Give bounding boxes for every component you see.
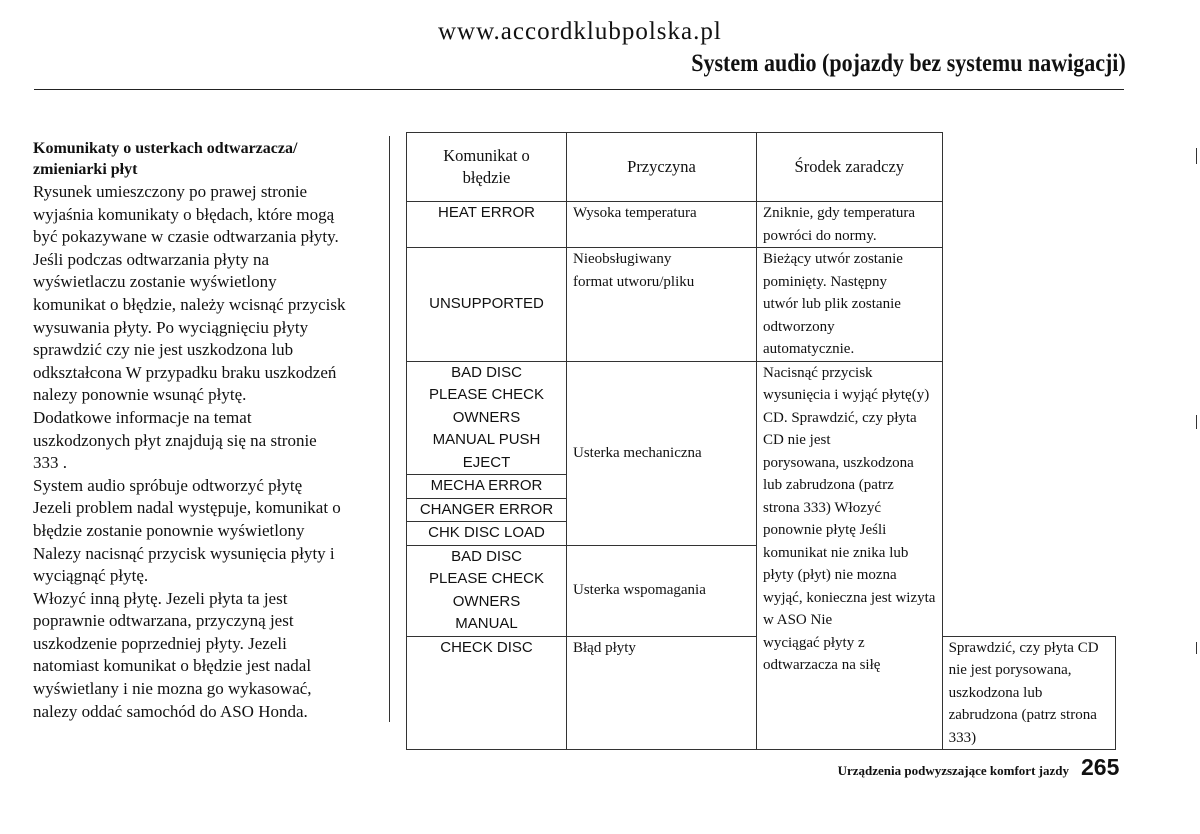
header-rule <box>34 89 1124 90</box>
body-line: wyświetlany i nie mozna go wykasować, <box>33 679 312 699</box>
body-line: System audio spróbuje odtworzyć płytę <box>33 475 303 495</box>
body-line: nalezy oddać samochód do ASO Honda. <box>33 701 308 721</box>
column-divider <box>389 136 390 722</box>
message-line: PLEASE CHECK <box>428 570 545 587</box>
message-line: PLEASE CHECK <box>428 386 545 403</box>
message-cell: MECHA ERROR <box>407 475 567 499</box>
remedy-line: automatycznie. <box>763 341 855 357</box>
remedy-line: wyjąć, konieczna jest wizyta w ASO Nie <box>763 589 936 628</box>
section-title: System audio (pojazdy bez systemu nawigacji) <box>691 50 1126 77</box>
cause-cell: Błąd płyty <box>567 636 757 750</box>
remedy-cell <box>757 248 943 362</box>
message-cell: CHANGER ERROR <box>407 498 567 522</box>
body-line: sprawdzić czy nie jest uszkodzona lub <box>33 340 294 360</box>
edge-mark <box>1196 148 1197 164</box>
body-line: nalezy ponownie wsunąć płytę. <box>33 385 247 405</box>
cause-cell: Wysoka temperatura <box>567 202 757 248</box>
message-line: BAD DISC <box>451 547 522 565</box>
remedy-cell <box>757 361 943 750</box>
page-number: 265 <box>1081 754 1120 780</box>
remedy-line: porysowana, uszkodzona lub zabrudzona (patrz <box>763 454 914 493</box>
cause-line: format utworu/pliku <box>573 273 695 290</box>
message-line: EJECT <box>462 453 511 471</box>
body-line: wyjaśnia komunikaty o błędach, które mogą <box>33 204 335 224</box>
header-message <box>407 133 567 202</box>
footer-section-name: Urządzenia podwyzszające komfort jazdy <box>837 763 1069 778</box>
remedy-line: Sprawdzić, czy płyta CD nie jest porysowana, <box>948 639 1099 678</box>
cause-cell <box>567 248 757 362</box>
cause-cell: Usterka mechaniczna <box>567 361 757 545</box>
message-cell: CHK DISC LOAD <box>407 522 567 546</box>
table-row <box>407 361 1116 475</box>
message-cell: UNSUPPORTED <box>407 248 567 362</box>
left-column <box>33 138 383 723</box>
message-line: MANUAL <box>455 615 518 632</box>
body-line: Jezeli problem nadal występuje, komunikat o <box>33 498 341 518</box>
body-line: natomiast komunikat o błędzie jest nadal <box>33 656 312 676</box>
left-heading-line: zmieniarki płyt <box>33 161 138 178</box>
body-line: poprawnie odtwarzana, przyczyną jest <box>33 611 294 631</box>
remedy-line: Nacisnąć przycisk wysunięcia i wyjąć płytę(y) <box>763 364 930 403</box>
header-remedy: Środek zaradczy <box>757 133 943 202</box>
remedy-cell <box>942 636 1115 750</box>
table-header-row <box>407 133 1116 202</box>
message-line: MANUAL PUSH <box>432 431 541 448</box>
left-body <box>33 181 383 723</box>
body-line: wyświetlaczu zostanie wyświetlony <box>33 272 277 292</box>
remedy-line: komunikat nie znika lub płyty (płyt) nie mozna <box>763 544 909 583</box>
body-line: uszkodzenie poprzedniej płyty. Jezeli <box>33 633 287 653</box>
left-heading <box>33 138 383 180</box>
remedy-line: wyciągać płyty z odtwarzacza na siłę <box>763 634 881 673</box>
body-line: Dodatkowe informacje na temat <box>33 407 252 427</box>
message-cell: HEAT ERROR <box>407 202 567 248</box>
site-url: www.accordklubpolska.pl <box>438 18 722 45</box>
table-row <box>407 248 1116 362</box>
body-line: odkształcona W przypadku braku uszkodzeń <box>33 362 337 382</box>
body-line: wyciągnąć płytę. <box>33 566 149 586</box>
table-row <box>407 202 1116 248</box>
body-line: Włozyć inną płytę. Jezeli płyta ta jest <box>33 588 288 608</box>
remedy-line: utwór lub plik zostanie odtworzony <box>763 296 901 335</box>
cause-cell: Usterka wspomagania <box>567 545 757 636</box>
cause-line: Nieobsługiwany <box>573 251 672 267</box>
body-line: wysuwania płyty. Po wyciągnięciu płyty <box>33 317 309 337</box>
message-cell <box>407 361 567 475</box>
left-heading-line: Komunikaty o usterkach odtwarzacza/ <box>33 140 298 157</box>
message-line: OWNERS <box>452 592 521 610</box>
body-line: być pokazywane w czasie odtwarzania płyty. <box>33 227 339 247</box>
remedy-line: CD. Sprawdzić, czy płyta CD nie jest <box>763 409 917 448</box>
message-line: BAD DISC <box>451 363 522 381</box>
header-cause: Przyczyna <box>567 133 757 202</box>
remedy-line: Bieżący utwór zostanie pominięty. Następny <box>763 251 903 290</box>
edge-mark <box>1196 415 1197 429</box>
remedy-cell: Zniknie, gdy temperatura powróci do normy. <box>757 202 943 248</box>
edge-mark <box>1196 642 1197 654</box>
header-message-line: Komunikat o <box>443 145 530 165</box>
message-cell: CHECK DISC <box>407 636 567 750</box>
body-line: komunikat o błędzie, należy wcisnąć przycisk <box>33 294 346 314</box>
remedy-line: uszkodzona lub zabrudzona (patrz strona 333) <box>948 684 1097 746</box>
body-line: błędzie zostanie ponownie wyświetlony <box>33 520 305 540</box>
remedy-line: strona 333) Włozyć ponownie płytę Jeśli <box>763 499 887 538</box>
body-line: 333 . <box>33 453 67 473</box>
body-line: Jeśli podczas odtwarzania płyty na <box>33 249 270 269</box>
message-line: OWNERS <box>452 408 521 426</box>
header-message-line: błędzie <box>462 168 511 187</box>
message-cell <box>407 545 567 636</box>
body-line: Nalezy nacisnąć przycisk wysunięcia płyty i <box>33 543 335 563</box>
body-line: uszkodzonych płyt znajdują się na stronie <box>33 430 317 450</box>
body-line: Rysunek umieszczony po prawej stronie <box>33 182 308 201</box>
error-table <box>406 132 1116 750</box>
